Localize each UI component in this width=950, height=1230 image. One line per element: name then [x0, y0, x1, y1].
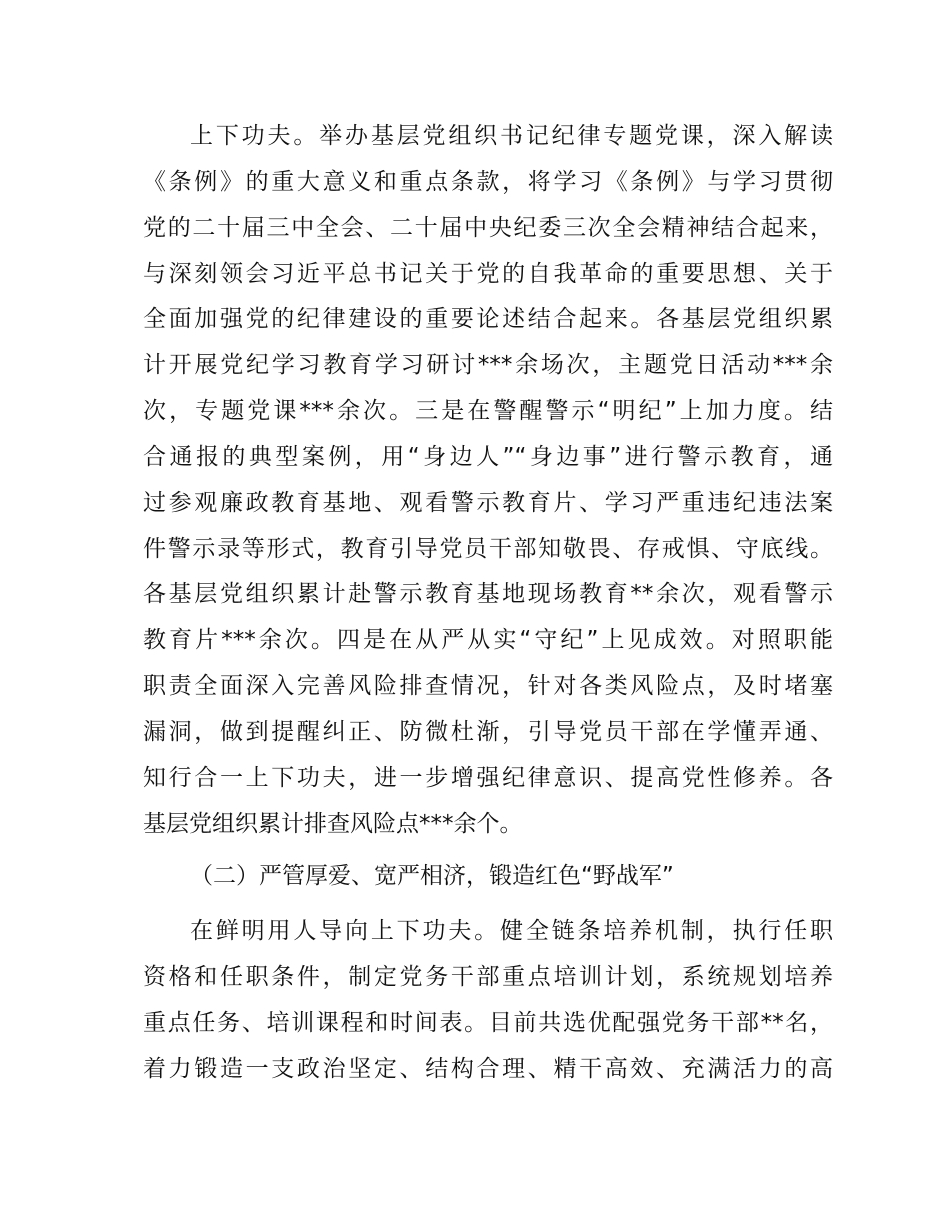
paragraph-line: 重点任务、培训课程和时间表。目前共选优配强党务干部**名，	[143, 1010, 833, 1036]
paragraph-line: 资格和任职条件，制定党务干部重点培训计划，系统规划培养	[143, 964, 833, 990]
section-heading: （二）严管厚爱、宽严相济，锻造红色“野战军”	[190, 863, 674, 889]
paragraph-line: 教育片***余次。四是在从严从实“守纪”上见成效。对照职能	[143, 627, 833, 653]
paragraph-line: 知行合一上下功夫，进一步增强纪律意识、提高党性修养。各	[143, 765, 833, 791]
paragraph-line: 合通报的典型案例，用“身边人”“身边事”进行警示教育，通	[143, 444, 833, 470]
paragraph-line: 着力锻造一支政治坚定、结构合理、精干高效、充满活力的高	[143, 1056, 833, 1082]
paragraph-line: 基层党组织累计排查风险点***余个。	[143, 811, 523, 837]
paragraph-line: 件警示录等形式，教育引导党员干部知敬畏、存戒惧、守底线。	[143, 536, 833, 562]
paragraph-line: 《条例》的重大意义和重点条款，将学习《条例》与学习贯彻	[143, 169, 833, 195]
paragraph-line: 各基层党组织累计赴警示教育基地现场教育**余次，观看警示	[143, 581, 833, 607]
paragraph-line: 漏洞，做到提醒纠正、防微杜渐，引导党员干部在学懂弄通、	[143, 719, 833, 745]
paragraph-line: 次，专题党课***余次。三是在警醒警示“明纪”上加力度。结	[143, 398, 833, 424]
paragraph-line: 过参观廉政教育基地、观看警示教育片、学习严重违纪违法案	[143, 490, 833, 516]
paragraph-line: 在鲜明用人导向上下功夫。健全链条培养机制，执行任职	[190, 918, 833, 944]
paragraph-line: 计开展党纪学习教育学习研讨***余场次，主题党日活动***余	[143, 352, 833, 378]
paragraph-line: 上下功夫。举办基层党组织书记纪律专题党课，深入解读	[190, 123, 833, 149]
paragraph-line: 职责全面深入完善风险排查情况，针对各类风险点，及时堵塞	[143, 673, 833, 699]
paragraph-line: 与深刻领会习近平总书记关于党的自我革命的重要思想、关于	[143, 261, 833, 287]
paragraph-line: 全面加强党的纪律建设的重要论述结合起来。各基层党组织累	[143, 306, 833, 332]
paragraph-line: 党的二十届三中全会、二十届中央纪委三次全会精神结合起来，	[143, 215, 833, 241]
